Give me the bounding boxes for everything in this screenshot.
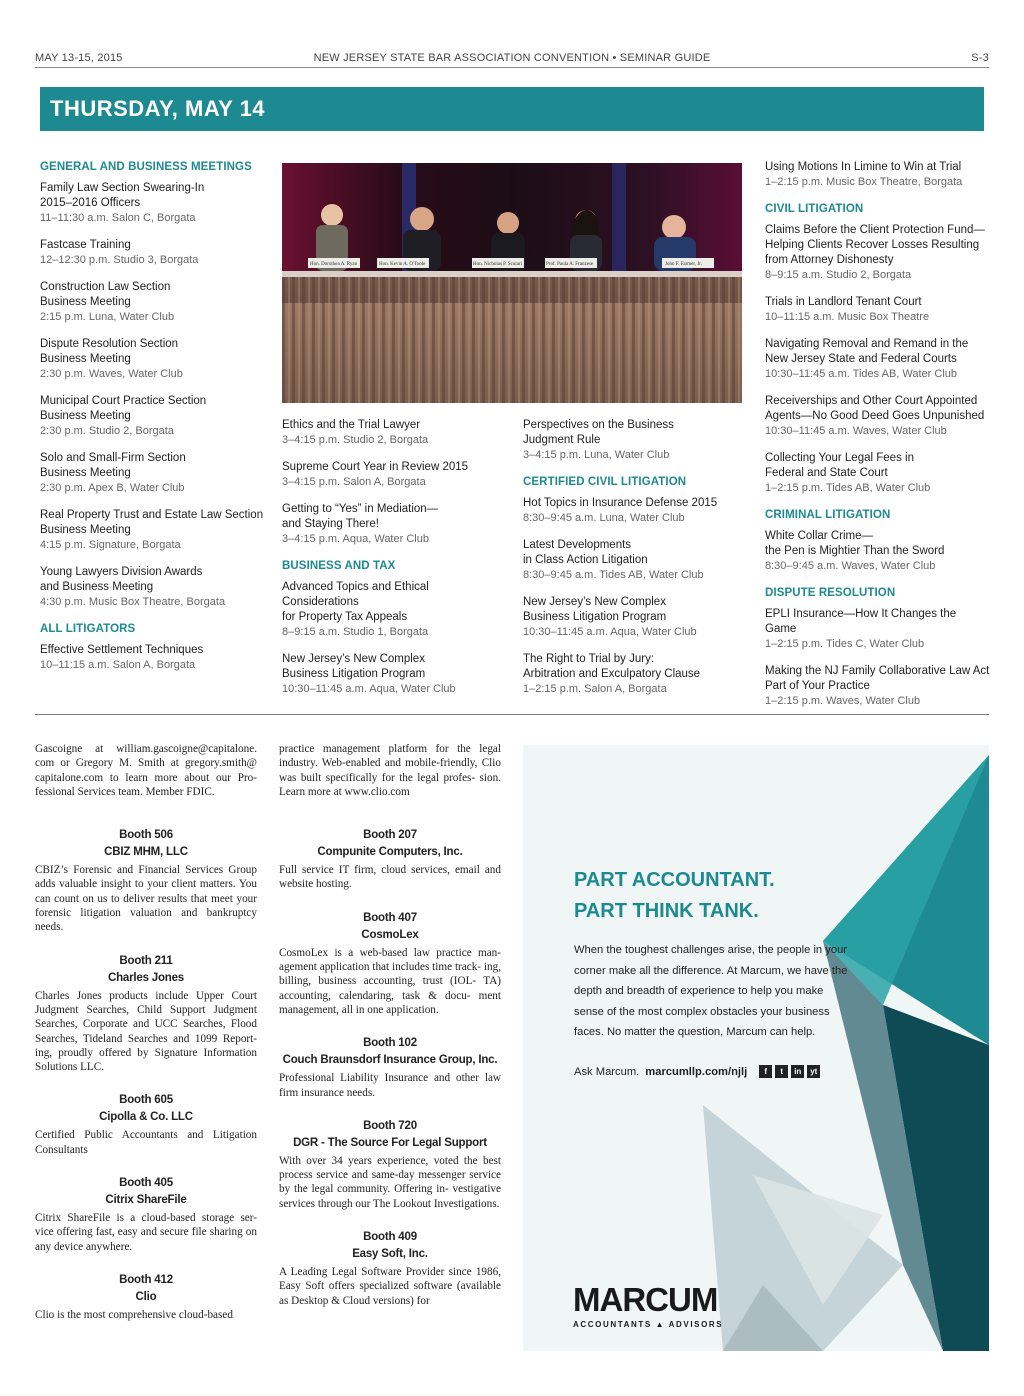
booth-number: Booth 409 [363, 1231, 417, 1244]
session-entry [765, 223, 990, 283]
session-entry [765, 295, 990, 325]
exhibitor-name: Cipolla & Co. LLC [99, 1111, 193, 1124]
session-entry [40, 280, 265, 325]
session-title: Solo and Small-Firm Section Business Meeting [40, 452, 186, 479]
ad-geometric-shapes [523, 745, 989, 1351]
session-title: New Jersey’s New Complex Business Litigation Program [523, 596, 667, 623]
exhibitor-name: Charles Jones [107, 971, 185, 984]
session-title: Latest Developments in Class Action Litigation [523, 539, 648, 566]
session-entry [282, 502, 507, 547]
session-time-location: 2:30 p.m. Studio 2, Borgata [40, 425, 174, 437]
session-time-location: 8:30–9:45 a.m. Tides AB, Water Club [523, 569, 704, 581]
exhibitor-continued-text: practice management platform for the legal industry. Web-enabled and mobile-friendly, Clio was built specifically for the legal profes- sion. Learn more at www.clio.com [279, 743, 501, 798]
exhibitor-entry [279, 1118, 501, 1211]
section-heading: CIVIL LITIGATION [765, 203, 864, 215]
exhibitor-entry [279, 1229, 501, 1308]
schedule-column-2 [282, 418, 507, 709]
nameplate-2: Hon. Kevin A. O'Toole [379, 262, 426, 267]
nameplate-1: Hon. Dorothea A. Ryan [310, 262, 358, 267]
session-entry [523, 496, 748, 526]
exhibitor-name: Compunite Computers, Inc. [317, 846, 463, 859]
session-entry [523, 418, 748, 463]
session-entry [40, 238, 265, 268]
session-title: Young Lawyers Division Awards and Business Meeting [40, 566, 203, 593]
booth-number: Booth 102 [363, 1037, 417, 1050]
session-entry [282, 418, 507, 448]
session-time-location: 10:30–11:45 a.m. Waves, Water Club [765, 425, 947, 437]
exhibitor-list-1 [35, 827, 257, 1322]
session-time-location: 1–2:15 p.m. Waves, Water Club [765, 695, 921, 707]
session-entry [765, 607, 990, 652]
session-time-location: 10–11:15 a.m. Music Box Theatre [765, 311, 930, 323]
exhibitor-entry [279, 827, 501, 892]
session-title: Dispute Resolution Section Business Meeting [40, 338, 179, 365]
ad-body-copy: When the toughest challenges arise, the people in your corner make all the difference. At Marcum, we have the depth and breadth of experience to help you make sense of the most complex obstacles your business faces. No matter the question, Marcum can help. [574, 944, 848, 1039]
session-title: Supreme Court Year in Review 2015 [282, 461, 469, 473]
ad-ask-text: Ask Marcum. [574, 1065, 640, 1078]
session-title: White Collar Crime— the Pen is Mightier Than the Sword [765, 530, 945, 557]
running-head [35, 52, 989, 68]
social-icons [759, 1065, 820, 1078]
exhibitor-name: Clio [135, 1290, 157, 1303]
nameplate-5: John F. Farmer, Jr. [665, 262, 702, 267]
section-divider [35, 714, 989, 715]
session-title: New Jersey’s New Complex Business Litigation Program [282, 653, 426, 680]
session-title: EPLI Insurance—How It Changes the Game [765, 608, 957, 635]
session-title: Hot Topics in Insurance Defense 2015 [523, 497, 718, 509]
exhibitor-description: Charles Jones products include Upper Court Judgment Searches, Child Support Judgment Searches, Corporate and UCC Searches, Flood Searches, Tideland Searches and 1099 Report- ing, proudly offered by Signature Information Solutions LLC. [35, 989, 257, 1074]
day-title: THURSDAY, MAY 14 [50, 96, 266, 121]
session-title: Perspectives on the Business Judgment Rule [523, 419, 674, 446]
session-title: Real Property Trust and Estate Law Section Business Meeting [40, 509, 264, 536]
session-entry [40, 394, 265, 439]
exhibitor-description: A Leading Legal Software Provider since 1986, Easy Soft offers specialized software (available as Desktop & Cloud versions) for [279, 1266, 501, 1307]
session-entry [765, 394, 990, 439]
publication-title: NEW JERSEY STATE BAR ASSOCIATION CONVENTION • SEMINAR GUIDE [313, 52, 711, 64]
exhibitor-description: Full service IT firm, cloud services, email and website hosting. [279, 864, 501, 891]
booth-number: Booth 407 [363, 911, 417, 924]
exhibitor-description: Certified Public Accountants and Litigation Consultants [35, 1129, 257, 1156]
exhibitor-name: CosmoLex [361, 928, 419, 941]
ad-call-to-action [574, 1065, 820, 1078]
session-entry [40, 181, 265, 226]
session-entry [765, 529, 990, 574]
session-time-location: 3–4:15 p.m. Aqua, Water Club [282, 533, 429, 545]
session-title: Effective Settlement Techniques [40, 644, 204, 656]
ad-headline [574, 865, 775, 927]
exhibitor-entry [279, 1035, 501, 1100]
marcum-advertisement[interactable] [523, 745, 989, 1351]
marcum-logo [573, 1282, 723, 1329]
session-entry [765, 451, 990, 496]
logo-wordmark: MARCUM [573, 1281, 718, 1318]
session-time-location: 4:15 p.m. Signature, Borgata [40, 539, 181, 551]
section-heading: CRIMINAL LITIGATION [765, 509, 891, 521]
exhibitor-name: DGR - The Source For Legal Support [293, 1136, 487, 1149]
booth-number: Booth 506 [119, 829, 173, 842]
ad-headline-line-2: PART THINK TANK. [574, 900, 759, 922]
session-title: Claims Before the Client Protection Fund— Helping Clients Recover Losses Resulting from Attorney Dishonesty [765, 224, 985, 266]
nameplate-3: Hon. Nicholas P. Scutari [473, 262, 523, 267]
exhibitor-name: CBIZ MHM, LLC [104, 846, 188, 859]
session-time-location: 3–4:15 p.m. Salon A, Borgata [282, 476, 426, 488]
exhibitor-entry [35, 827, 257, 934]
session-title: Navigating Removal and Remand in the New Jersey State and Federal Courts [765, 338, 969, 365]
nameplate-4: Prof. Paula A. Franzese [546, 262, 594, 267]
session-time-location: 4:30 p.m. Music Box Theatre, Borgata [40, 596, 226, 608]
schedule-column-3 [523, 418, 748, 709]
session-title: Family Law Section Swearing-In 2015–2016 Officers [40, 182, 205, 209]
facebook-icon[interactable]: f [759, 1065, 772, 1078]
session-entry [765, 664, 990, 709]
section-heading: GENERAL AND BUSINESS MEETINGS [40, 161, 252, 173]
session-time-location: 8–9:15 a.m. Studio 2, Borgata [765, 269, 912, 281]
session-time-location: 1–2:15 p.m. Tides C, Water Club [765, 638, 925, 650]
exhibitor-entry [279, 910, 501, 1017]
section-heading: DISPUTE RESOLUTION [765, 587, 896, 599]
session-time-location: 1–2:15 p.m. Music Box Theatre, Borgata [765, 176, 963, 188]
session-title: Municipal Court Practice Section Business Meeting [40, 395, 207, 422]
session-title: Collecting Your Legal Fees in Federal and State Court [765, 452, 914, 479]
booth-number: Booth 412 [119, 1273, 173, 1286]
logo-tagline: ACCOUNTANTS ▲ ADVISORS [573, 1320, 724, 1329]
booth-number: Booth 720 [363, 1119, 417, 1132]
session-time-location: 3–4:15 p.m. Studio 2, Borgata [282, 434, 429, 446]
exhibitor-entry [35, 1175, 257, 1254]
exhibitor-entry [35, 953, 257, 1075]
exhibitor-name: Citrix ShareFile [105, 1194, 187, 1207]
session-time-location: 12–12:30 p.m. Studio 3, Borgata [40, 254, 199, 266]
exhibitor-entry [35, 1092, 257, 1157]
session-time-location: 1–2:15 p.m. Salon A, Borgata [523, 683, 667, 695]
session-time-location: 1–2:15 p.m. Tides AB, Water Club [765, 482, 931, 494]
session-entry [282, 460, 507, 490]
session-entry [523, 538, 748, 583]
youtube-icon[interactable]: yt [807, 1065, 820, 1078]
booth-number: Booth 211 [119, 954, 173, 967]
session-time-location: 2:30 p.m. Waves, Water Club [40, 368, 183, 380]
session-time-location: 10:30–11:45 a.m. Aqua, Water Club [523, 626, 697, 638]
panel-photo [282, 163, 742, 403]
booth-number: Booth 405 [119, 1177, 173, 1190]
exhibitor-column-1 [35, 742, 257, 1340]
exhibitor-description: Clio is the most comprehensive cloud-based [35, 1308, 233, 1321]
exhibitor-continued-text: Gascoigne at william.gascoigne@capitalone. com or Gregory M. Smith at gregory.smith@ capitalone.com to learn more about our Pro- fessional Services team. Member FDIC. [35, 743, 257, 798]
session-entry [40, 643, 265, 673]
exhibitor-description: CosmoLex is a web-based law practice man- agement application that includes time track- ing, billing, business accounting, trust (IOL- TA) accounting, calendaring, task & docu- ment management, all in one application. [279, 946, 501, 1016]
session-entry [282, 580, 507, 640]
session-time-location: 3–4:15 p.m. Luna, Water Club [523, 449, 670, 461]
session-time-location: 8–9:15 a.m. Studio 1, Borgata [282, 626, 429, 638]
session-time-location: 10:30–11:45 a.m. Aqua, Water Club [282, 683, 456, 695]
page-number: S-3 [971, 52, 989, 64]
session-entry [40, 565, 265, 610]
session-time-location: 11–11:30 a.m. Salon C, Borgata [40, 212, 196, 224]
schedule-column-1 [40, 160, 265, 685]
session-time-location: 10:30–11:45 a.m. Tides AB, Water Club [765, 368, 957, 380]
exhibitor-name: Couch Braunsdorf Insurance Group, Inc. [282, 1054, 498, 1067]
section-heading: CERTIFIED CIVIL LITIGATION [523, 476, 687, 488]
day-banner [40, 87, 984, 131]
session-entry [765, 160, 990, 190]
session-entry [282, 652, 507, 697]
session-entry [40, 508, 265, 553]
section-heading: ALL LITIGATORS [40, 623, 136, 635]
exhibitor-description: With over 34 years experience, voted the best process service and same-day messenger service by the legal community. Offering in- vestigative services through our The Lookout Investigations. [279, 1154, 501, 1210]
session-entry [523, 652, 748, 697]
session-title: Fastcase Training [40, 239, 131, 251]
twitter-icon[interactable]: t [775, 1065, 788, 1078]
exhibitor-name: Easy Soft, Inc. [352, 1248, 428, 1261]
exhibitor-entry [35, 1272, 257, 1322]
exhibitor-description: CBIZ’s Forensic and Financial Services Group adds valuable insight to your client matters. You can count on us to deliver results that meet your forensic litigation valuation and bankruptcy needs. [35, 864, 257, 934]
session-entry [765, 337, 990, 382]
session-entry [40, 451, 265, 496]
issue-date: MAY 13-15, 2015 [35, 52, 123, 64]
session-title: Advanced Topics and Ethical Considerations for Property Tax Appeals [282, 581, 429, 623]
exhibitor-list-2 [279, 827, 501, 1308]
panel-photo-illustration [282, 163, 742, 403]
booth-number: Booth 605 [119, 1094, 173, 1107]
session-title: Trials in Landlord Tenant Court [765, 296, 922, 308]
session-time-location: 2:15 p.m. Luna, Water Club [40, 311, 175, 323]
session-entry [40, 337, 265, 382]
section-heading: BUSINESS AND TAX [282, 560, 396, 572]
exhibitor-description: Citrix ShareFile is a cloud-based storage ser- vice offering fast, easy and secure file sharing on any device anywhere. [35, 1212, 257, 1253]
session-time-location: 10–11:15 a.m. Salon A, Borgata [40, 659, 196, 671]
ad-headline-line-1: PART ACCOUNTANT. [574, 869, 775, 891]
linkedin-icon[interactable]: in [791, 1065, 804, 1078]
session-title: Ethics and the Trial Lawyer [282, 419, 421, 431]
session-entry [523, 595, 748, 640]
session-title: Getting to “Yes” in Mediation— and Staying There! [282, 503, 439, 530]
session-title: Construction Law Section Business Meeting [40, 281, 171, 308]
ad-url-link[interactable]: marcumllp.com/njlj [645, 1065, 748, 1078]
booth-number: Booth 207 [363, 829, 417, 842]
session-title: Making the NJ Family Collaborative Law Act Part of Your Practice [765, 665, 990, 692]
schedule-column-4 [765, 160, 990, 721]
session-time-location: 8:30–9:45 a.m. Waves, Water Club [765, 560, 936, 572]
session-time-location: 2:30 p.m. Apex B, Water Club [40, 482, 185, 494]
exhibitor-column-2 [279, 742, 501, 1326]
session-title: Using Motions In Limine to Win at Trial [765, 161, 962, 173]
session-title: The Right to Trial by Jury: Arbitration and Exculpatory Clause [523, 653, 701, 680]
exhibitor-description: Professional Liability Insurance and other law firm insurance needs. [279, 1072, 501, 1099]
session-time-location: 8:30–9:45 a.m. Luna, Water Club [523, 512, 685, 524]
session-title: Receiverships and Other Court Appointed Agents—No Good Deed Goes Unpunished [765, 395, 985, 422]
